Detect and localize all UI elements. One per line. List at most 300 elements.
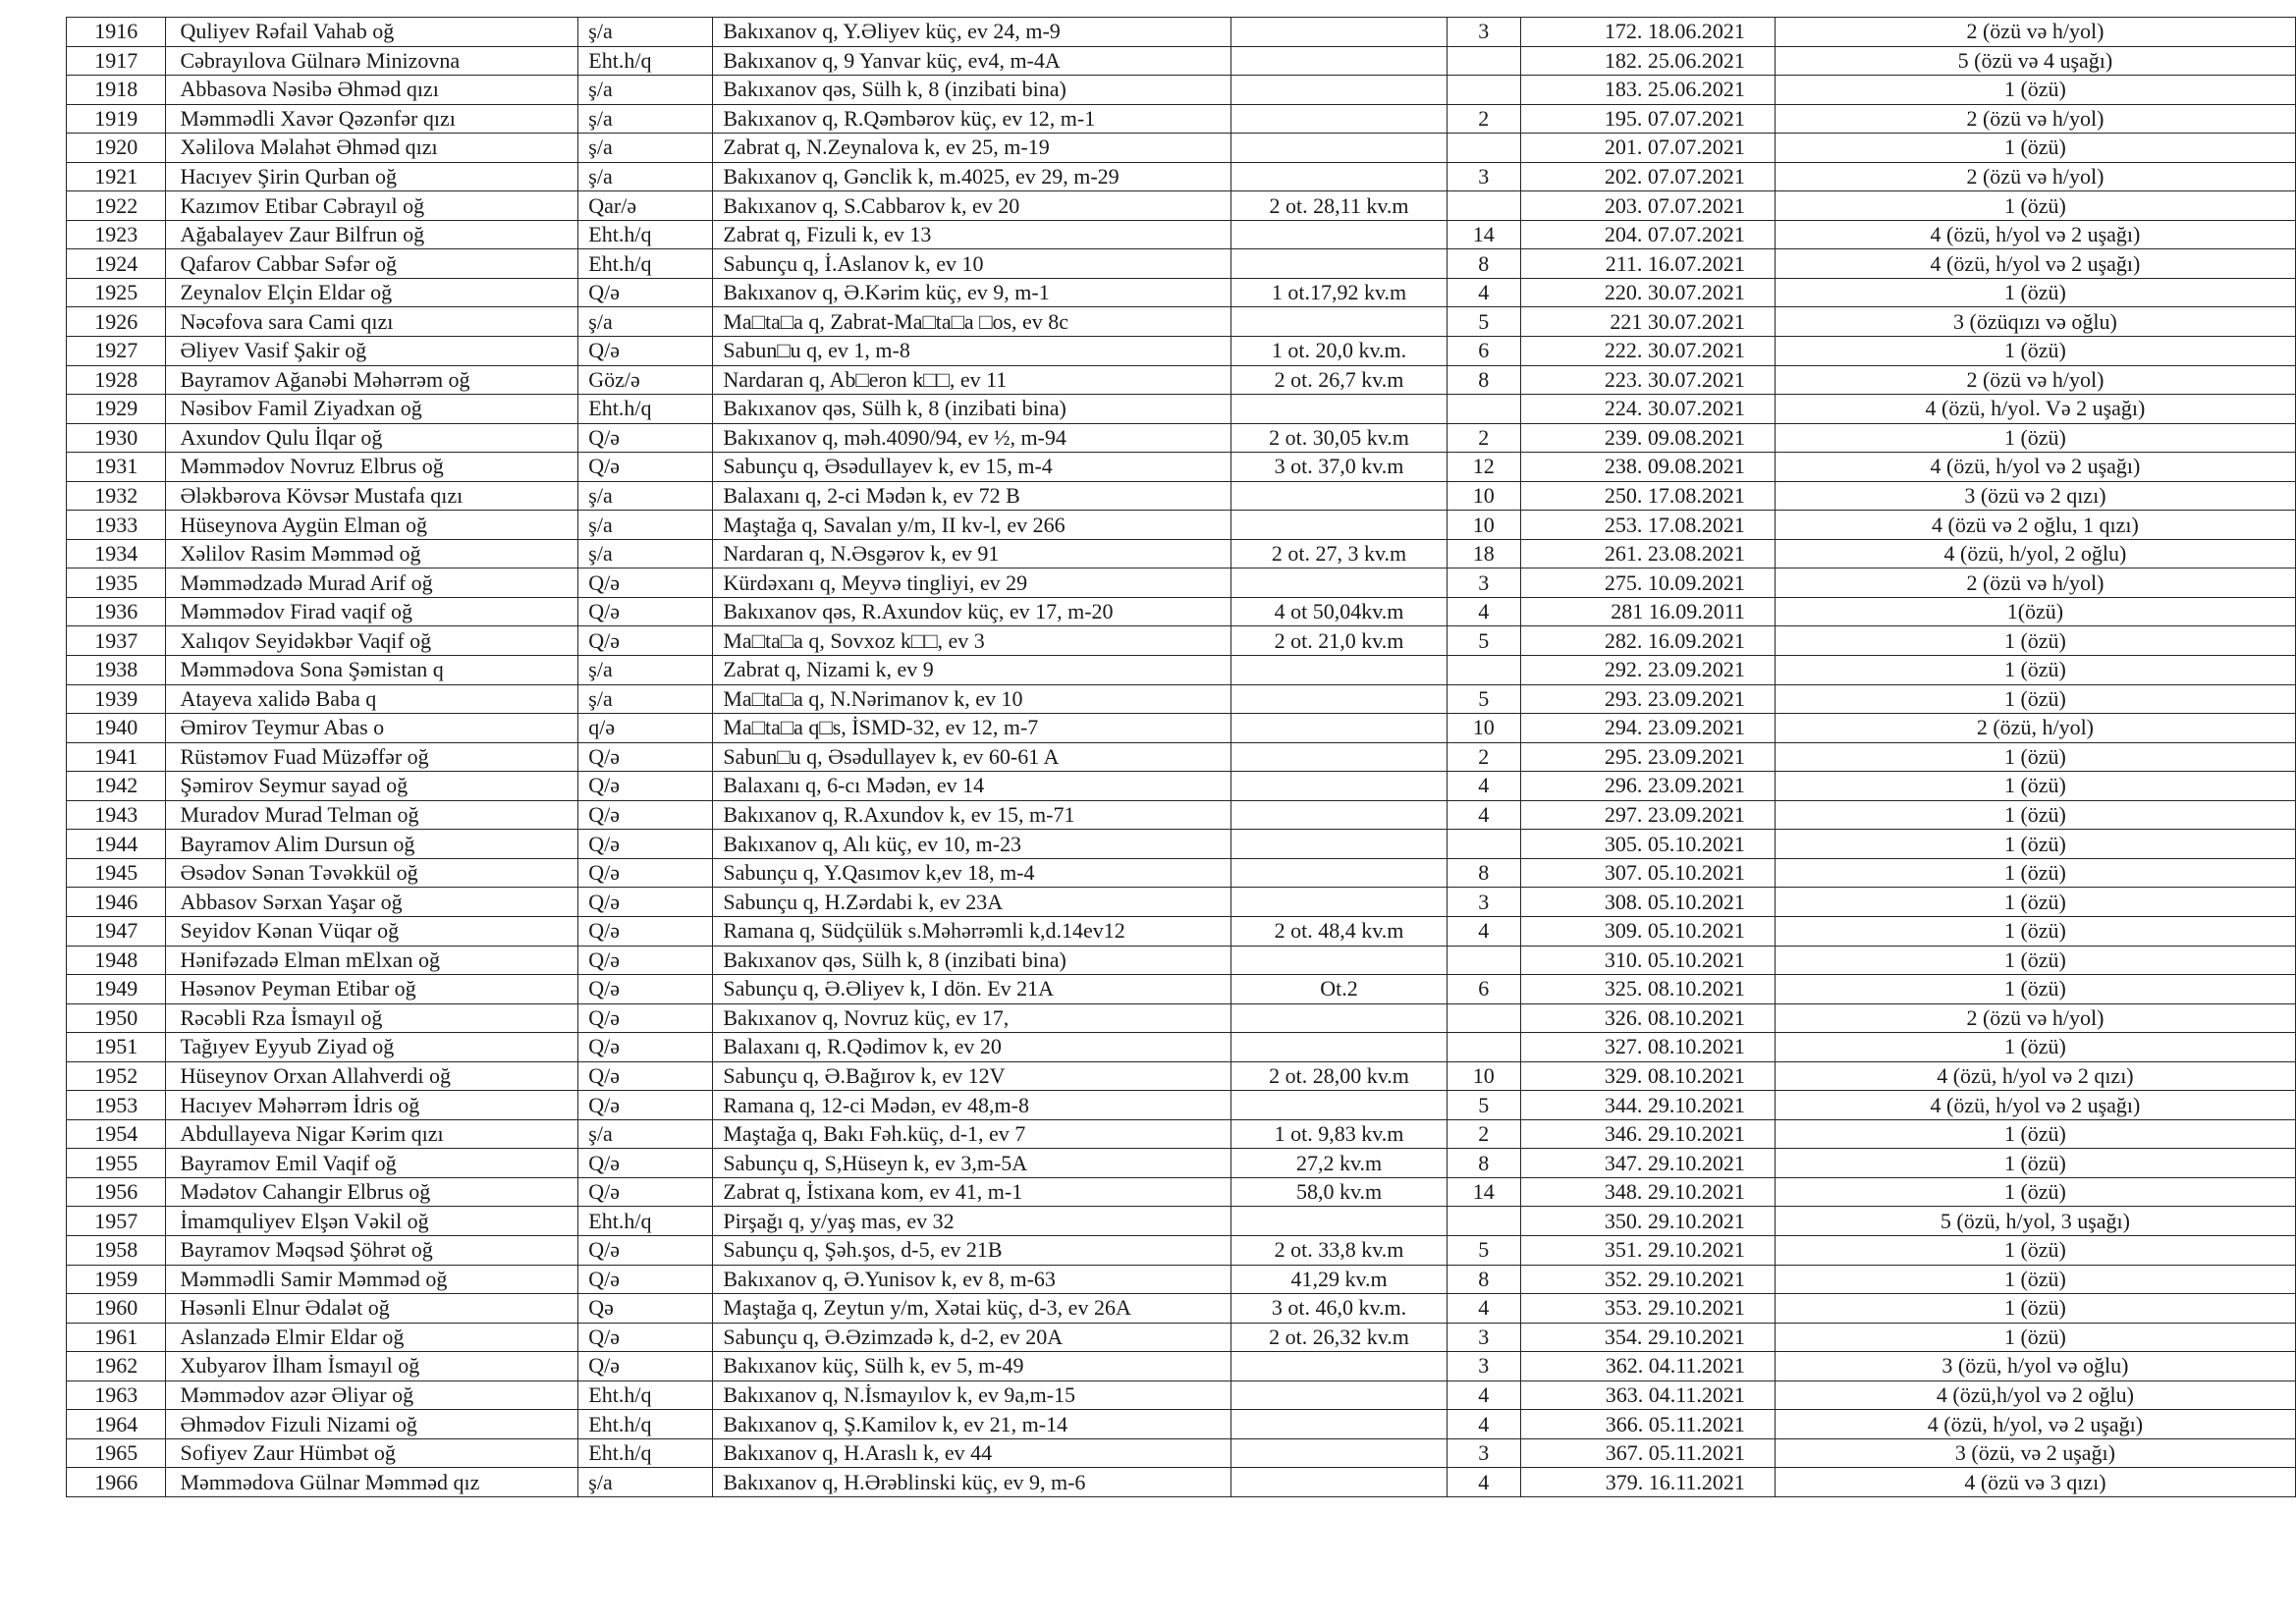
family-composition-cell: 2 (özü, h/yol)	[1775, 714, 2295, 743]
address-cell: Nardaran q, N.Əsgərov k, ev 91	[713, 539, 1231, 568]
document-sheet	[66, 17, 2296, 1497]
status-code-cell: Q/ə	[578, 568, 713, 598]
family-composition-cell: 5 (özü və 4 uşağı)	[1775, 46, 2295, 76]
applicant-name-cell: Nəsibov Famil Ziyadxan oğ	[166, 395, 578, 424]
address-cell: Ramana q, Südçülük s.Məhərrəmli k,d.14ev12	[713, 916, 1231, 946]
status-code-cell: ş/a	[578, 18, 713, 47]
table-row	[67, 337, 2296, 366]
status-code-cell: Q/ə	[578, 1003, 713, 1033]
table-row	[67, 162, 2296, 191]
row-number-cell: 1936	[67, 597, 166, 626]
family-composition-cell: 1 (özü)	[1775, 1177, 2295, 1207]
residence-years-cell: 8	[1447, 1265, 1520, 1294]
applicant-name-cell: İmamquliyev Elşən Vəkil oğ	[166, 1207, 578, 1236]
living-area-cell	[1231, 511, 1448, 540]
row-number-cell: 1930	[67, 423, 166, 453]
address-cell: Bakıxanov küç, Sülh k, ev 5, m-49	[713, 1352, 1231, 1381]
family-composition-cell: 2 (özü və h/yol)	[1775, 365, 2295, 395]
registration-date-cell: 362. 04.11.2021	[1520, 1352, 1775, 1381]
table-row	[67, 1294, 2296, 1324]
status-code-cell: ş/a	[578, 1119, 713, 1149]
table-row	[67, 18, 2296, 47]
residence-years-cell	[1447, 1003, 1520, 1033]
applicant-name-cell: Rəcəbli Rza İsmayıl oğ	[166, 1003, 578, 1033]
address-cell: Bakıxanov q, 9 Yanvar küç, ev4, m-4A	[713, 46, 1231, 76]
status-code-cell: Q/ə	[578, 626, 713, 656]
status-code-cell: ş/a	[578, 1468, 713, 1497]
registration-date-cell: 305. 05.10.2021	[1520, 830, 1775, 859]
address-cell: Maştağa q, Bakı Fəh.küç, d-1, ev 7	[713, 1119, 1231, 1149]
residence-years-cell: 5	[1447, 626, 1520, 656]
registration-date-cell: 379. 16.11.2021	[1520, 1468, 1775, 1497]
table-row	[67, 568, 2296, 598]
living-area-cell: 2 ot. 28,11 kv.m	[1231, 191, 1448, 221]
residence-years-cell: 3	[1447, 18, 1520, 47]
applicant-name-cell: Hüseynov Orxan Allahverdi oğ	[166, 1061, 578, 1091]
table-row	[67, 1149, 2296, 1178]
living-area-cell	[1231, 1033, 1448, 1062]
residence-years-cell: 14	[1447, 1177, 1520, 1207]
registration-date-cell: 348. 29.10.2021	[1520, 1177, 1775, 1207]
table-row	[67, 191, 2296, 221]
row-number-cell: 1963	[67, 1380, 166, 1410]
residence-years-cell: 3	[1447, 1352, 1520, 1381]
table-row	[67, 220, 2296, 249]
living-area-cell	[1231, 220, 1448, 249]
family-composition-cell: 1 (özü)	[1775, 1294, 2295, 1324]
registration-date-cell: 201. 07.07.2021	[1520, 134, 1775, 163]
registration-date-cell: 195. 07.07.2021	[1520, 104, 1775, 134]
table-row	[67, 481, 2296, 511]
row-number-cell: 1931	[67, 453, 166, 482]
status-code-cell: Q/ə	[578, 423, 713, 453]
living-area-cell: 2 ot. 48,4 kv.m	[1231, 916, 1448, 946]
residence-years-cell: 3	[1447, 888, 1520, 917]
family-composition-cell: 1 (özü)	[1775, 800, 2295, 830]
registration-date-cell: 221 30.07.2021	[1520, 307, 1775, 337]
registration-date-cell: 297. 23.09.2021	[1520, 800, 1775, 830]
living-area-cell: 2 ot. 27, 3 kv.m	[1231, 539, 1448, 568]
residence-years-cell: 12	[1447, 453, 1520, 482]
applicant-name-cell: Mədətov Cahangir Elbrus oğ	[166, 1177, 578, 1207]
registration-date-cell: 282. 16.09.2021	[1520, 626, 1775, 656]
address-cell: Sabunçu q, Əsədullayev k, ev 15, m-4	[713, 453, 1231, 482]
address-cell: Bakıxanov q, H.Araslı k, ev 44	[713, 1438, 1231, 1468]
applicant-name-cell: Hənifəzadə Elman mElxan oğ	[166, 946, 578, 975]
residence-years-cell: 18	[1447, 539, 1520, 568]
table-row	[67, 916, 2296, 946]
row-number-cell: 1946	[67, 888, 166, 917]
family-composition-cell: 1 (özü)	[1775, 423, 2295, 453]
table-row	[67, 365, 2296, 395]
row-number-cell: 1934	[67, 539, 166, 568]
applicant-name-cell: Əliyev Vasif Şakir oğ	[166, 337, 578, 366]
status-code-cell: Q/ə	[578, 1149, 713, 1178]
family-composition-cell: 2 (özü və h/yol)	[1775, 1003, 2295, 1033]
table-row	[67, 46, 2296, 76]
address-cell: Balaxanı q, R.Qədimov k, ev 20	[713, 1033, 1231, 1062]
family-composition-cell: 4 (özü və 2 oğlu, 1 qızı)	[1775, 511, 2295, 540]
registration-date-cell: 329. 08.10.2021	[1520, 1061, 1775, 1091]
family-composition-cell: 1 (özü)	[1775, 830, 2295, 859]
status-code-cell: Q/ə	[578, 975, 713, 1004]
applicant-name-cell: Axundov Qulu İlqar oğ	[166, 423, 578, 453]
address-cell: Bakıxanov q, Y.Əliyev küç, ev 24, m-9	[713, 18, 1231, 47]
living-area-cell	[1231, 307, 1448, 337]
registration-date-cell: 326. 08.10.2021	[1520, 1003, 1775, 1033]
row-number-cell: 1950	[67, 1003, 166, 1033]
residence-years-cell: 5	[1447, 1235, 1520, 1265]
address-cell: Bakıxanov q, R.Axundov k, ev 15, m-71	[713, 800, 1231, 830]
table-row	[67, 684, 2296, 714]
applicant-name-cell: Rüstəmov Fuad Müzəffər oğ	[166, 742, 578, 772]
residence-years-cell: 4	[1447, 1410, 1520, 1439]
registration-date-cell: 352. 29.10.2021	[1520, 1265, 1775, 1294]
address-cell: Sabunçu q, İ.Aslanov k, ev 10	[713, 249, 1231, 279]
living-area-cell	[1231, 134, 1448, 163]
applicant-name-cell: Ağabalayev Zaur Bilfrun oğ	[166, 220, 578, 249]
residence-years-cell: 10	[1447, 714, 1520, 743]
residence-years-cell: 2	[1447, 104, 1520, 134]
status-code-cell: Q/ə	[578, 888, 713, 917]
status-code-cell: ş/a	[578, 307, 713, 337]
family-composition-cell: 1 (özü)	[1775, 1265, 2295, 1294]
registration-date-cell: 308. 05.10.2021	[1520, 888, 1775, 917]
status-code-cell: Eht.h/q	[578, 220, 713, 249]
address-cell: Pirşağı q, y/yaş mas, ev 32	[713, 1207, 1231, 1236]
registration-date-cell: 239. 09.08.2021	[1520, 423, 1775, 453]
table-row	[67, 1119, 2296, 1149]
residence-years-cell	[1447, 76, 1520, 105]
applicant-name-cell: Kazımov Etibar Cəbrayıl oğ	[166, 191, 578, 221]
living-area-cell	[1231, 481, 1448, 511]
applicant-name-cell: Həsənli Elnur Ədalət oğ	[166, 1294, 578, 1324]
table-row	[67, 453, 2296, 482]
registration-date-cell: 253. 17.08.2021	[1520, 511, 1775, 540]
residence-years-cell: 6	[1447, 337, 1520, 366]
registration-date-cell: 346. 29.10.2021	[1520, 1119, 1775, 1149]
applicant-name-cell: Muradov Murad Telman oğ	[166, 800, 578, 830]
applicant-name-cell: Hacıyev Məhərrəm İdris oğ	[166, 1091, 578, 1120]
row-number-cell: 1921	[67, 162, 166, 191]
row-number-cell: 1949	[67, 975, 166, 1004]
table-row	[67, 714, 2296, 743]
living-area-cell	[1231, 742, 1448, 772]
row-number-cell: 1918	[67, 76, 166, 105]
status-code-cell: ş/a	[578, 162, 713, 191]
address-cell: Zabrat q, İstixana kom, ev 41, m-1	[713, 1177, 1231, 1207]
registration-date-cell: 220. 30.07.2021	[1520, 278, 1775, 307]
address-cell: Bakıxanov q, Gənclik k, m.4025, ev 29, m-29	[713, 162, 1231, 191]
table-row	[67, 307, 2296, 337]
residence-years-cell: 4	[1447, 1468, 1520, 1497]
family-composition-cell: 3 (özüqızı və oğlu)	[1775, 307, 2295, 337]
applicant-name-cell: Xubyarov İlham İsmayıl oğ	[166, 1352, 578, 1381]
registration-date-cell: 296. 23.09.2021	[1520, 772, 1775, 801]
row-number-cell: 1943	[67, 800, 166, 830]
family-composition-cell: 4 (özü,h/yol və 2 oğlu)	[1775, 1380, 2295, 1410]
status-code-cell: q/ə	[578, 714, 713, 743]
living-area-cell	[1231, 888, 1448, 917]
table-row	[67, 626, 2296, 656]
residence-years-cell: 8	[1447, 1149, 1520, 1178]
status-code-cell: Q/ə	[578, 946, 713, 975]
table-row	[67, 278, 2296, 307]
address-cell: Bakıxanov q, Ə.Kərim küç, ev 9, m-1	[713, 278, 1231, 307]
living-area-cell: 58,0 kv.m	[1231, 1177, 1448, 1207]
living-area-cell	[1231, 684, 1448, 714]
applicant-name-cell: Abbasova Nəsibə Əhməd qızı	[166, 76, 578, 105]
table-row	[67, 1323, 2296, 1352]
address-cell: Bakıxanov q, N.İsmayılov k, ev 9a,m-15	[713, 1380, 1231, 1410]
registration-date-cell: 351. 29.10.2021	[1520, 1235, 1775, 1265]
address-cell: Balaxanı q, 6-cı Mədən, ev 14	[713, 772, 1231, 801]
registration-date-cell: 363. 04.11.2021	[1520, 1380, 1775, 1410]
address-cell: Bakıxanov q, S.Cabbarov k, ev 20	[713, 191, 1231, 221]
address-cell: Sabunçu q, S,Hüseyn k, ev 3,m-5A	[713, 1149, 1231, 1178]
address-cell: Bakıxanov q, Alı küç, ev 10, m-23	[713, 830, 1231, 859]
family-composition-cell: 5 (özü, h/yol, 3 uşağı)	[1775, 1207, 2295, 1236]
table-body	[67, 18, 2296, 1497]
row-number-cell: 1966	[67, 1468, 166, 1497]
family-composition-cell: 1 (özü)	[1775, 278, 2295, 307]
registration-date-cell: 347. 29.10.2021	[1520, 1149, 1775, 1178]
living-area-cell	[1231, 249, 1448, 279]
status-code-cell: Q/ə	[578, 1323, 713, 1352]
row-number-cell: 1964	[67, 1410, 166, 1439]
registration-date-cell: 281 16.09.2011	[1520, 597, 1775, 626]
residence-years-cell: 8	[1447, 365, 1520, 395]
table-row	[67, 76, 2296, 105]
applicant-name-cell: Bayramov Emil Vaqif oğ	[166, 1149, 578, 1178]
address-cell: Bakıxanov q, Novruz küç, ev 17,	[713, 1003, 1231, 1033]
address-cell: Bakıxanov qəs, R.Axundov küç, ev 17, m-20	[713, 597, 1231, 626]
registration-date-cell: 238. 09.08.2021	[1520, 453, 1775, 482]
row-number-cell: 1923	[67, 220, 166, 249]
table-row	[67, 1410, 2296, 1439]
residence-years-cell	[1447, 191, 1520, 221]
applicant-name-cell: Xalıqov Seyidəkbər Vaqif oğ	[166, 626, 578, 656]
family-composition-cell: 1 (özü)	[1775, 134, 2295, 163]
table-row	[67, 1207, 2296, 1236]
applicant-name-cell: Hacıyev Şirin Qurban oğ	[166, 162, 578, 191]
table-row	[67, 511, 2296, 540]
residence-years-cell	[1447, 1207, 1520, 1236]
address-cell: Sabun□u q, ev 1, m-8	[713, 337, 1231, 366]
living-area-cell	[1231, 76, 1448, 105]
address-cell: Bakıxanov q, Ş.Kamilov k, ev 21, m-14	[713, 1410, 1231, 1439]
residence-years-cell: 4	[1447, 916, 1520, 946]
applicant-name-cell: Məmmədova Gülnar Məmməd qız	[166, 1468, 578, 1497]
status-code-cell: Q/ə	[578, 278, 713, 307]
family-composition-cell: 2 (özü və h/yol)	[1775, 568, 2295, 598]
living-area-cell	[1231, 395, 1448, 424]
address-cell: Balaxanı q, 2-ci Mədən k, ev 72 B	[713, 481, 1231, 511]
residence-years-cell: 14	[1447, 220, 1520, 249]
address-cell: Bakıxanov q, H.Ərəblinski küç, ev 9, m-6	[713, 1468, 1231, 1497]
status-code-cell: Eht.h/q	[578, 1207, 713, 1236]
registration-date-cell: 294. 23.09.2021	[1520, 714, 1775, 743]
residence-years-cell	[1447, 395, 1520, 424]
living-area-cell	[1231, 1091, 1448, 1120]
address-cell: Ma□ta□a q□s, İSMD-32, ev 12, m-7	[713, 714, 1231, 743]
table-row	[67, 395, 2296, 424]
registration-date-cell: 293. 23.09.2021	[1520, 684, 1775, 714]
applicant-name-cell: Məmmədli Xavər Qəzənfər qızı	[166, 104, 578, 134]
status-code-cell: Q/ə	[578, 858, 713, 888]
address-cell: Ramana q, 12-ci Mədən, ev 48,m-8	[713, 1091, 1231, 1120]
living-area-cell	[1231, 1410, 1448, 1439]
status-code-cell: Göz/ə	[578, 365, 713, 395]
row-number-cell: 1958	[67, 1235, 166, 1265]
applicant-name-cell: Əsədov Sənan Təvəkkül oğ	[166, 858, 578, 888]
registration-date-cell: 325. 08.10.2021	[1520, 975, 1775, 1004]
family-composition-cell: 1 (özü)	[1775, 684, 2295, 714]
residence-years-cell: 4	[1447, 1294, 1520, 1324]
living-area-cell: 2 ot. 28,00 kv.m	[1231, 1061, 1448, 1091]
status-code-cell: ş/a	[578, 539, 713, 568]
table-row	[67, 1091, 2296, 1120]
row-number-cell: 1965	[67, 1438, 166, 1468]
living-area-cell: 2 ot. 21,0 kv.m	[1231, 626, 1448, 656]
family-composition-cell: 1 (özü)	[1775, 76, 2295, 105]
status-code-cell: Q/ə	[578, 1033, 713, 1062]
address-cell: Nardaran q, Ab□eron k□□, ev 11	[713, 365, 1231, 395]
residence-years-cell: 4	[1447, 772, 1520, 801]
living-area-cell	[1231, 800, 1448, 830]
status-code-cell: Q/ə	[578, 337, 713, 366]
living-area-cell	[1231, 858, 1448, 888]
address-cell: Sabunçu q, H.Zərdabi k, ev 23A	[713, 888, 1231, 917]
applicant-name-cell: Tağıyev Eyyub Ziyad oğ	[166, 1033, 578, 1062]
status-code-cell: Q/ə	[578, 1352, 713, 1381]
living-area-cell	[1231, 1380, 1448, 1410]
address-cell: Bakıxanov q, R.Qəmbərov küç, ev 12, m-1	[713, 104, 1231, 134]
family-composition-cell: 2 (özü və h/yol)	[1775, 104, 2295, 134]
address-cell: Bakıxanov qəs, Sülh k, 8 (inzibati bina)	[713, 395, 1231, 424]
address-cell: Zabrat q, N.Zeynalova k, ev 25, m-19	[713, 134, 1231, 163]
living-area-cell	[1231, 1438, 1448, 1468]
registration-date-cell: 367. 05.11.2021	[1520, 1438, 1775, 1468]
living-area-cell: 2 ot. 33,8 kv.m	[1231, 1235, 1448, 1265]
address-cell: Ma□ta□a q, Zabrat-Ma□ta□a □os, ev 8c	[713, 307, 1231, 337]
address-cell: Kürdəxanı q, Meyvə tingliyi, ev 29	[713, 568, 1231, 598]
residence-years-cell	[1447, 830, 1520, 859]
status-code-cell: ş/a	[578, 684, 713, 714]
applicant-name-cell: Nəcəfova sara Cami qızı	[166, 307, 578, 337]
status-code-cell: ş/a	[578, 76, 713, 105]
residence-years-cell	[1447, 946, 1520, 975]
address-cell: Sabunçu q, Ə.Əliyev k, I dön. Ev 21A	[713, 975, 1231, 1004]
residence-years-cell: 6	[1447, 975, 1520, 1004]
registration-date-cell: 307. 05.10.2021	[1520, 858, 1775, 888]
registration-date-cell: 344. 29.10.2021	[1520, 1091, 1775, 1120]
address-cell: Maştağa q, Zeytun y/m, Xətai küç, d-3, ev 26A	[713, 1294, 1231, 1324]
status-code-cell: Q/ə	[578, 772, 713, 801]
table-row	[67, 423, 2296, 453]
family-composition-cell: 1 (özü)	[1775, 1149, 2295, 1178]
status-code-cell: Qə	[578, 1294, 713, 1324]
row-number-cell: 1940	[67, 714, 166, 743]
family-composition-cell: 1(özü)	[1775, 597, 2295, 626]
registration-date-cell: 183. 25.06.2021	[1520, 76, 1775, 105]
row-number-cell: 1922	[67, 191, 166, 221]
registration-date-cell: 172. 18.06.2021	[1520, 18, 1775, 47]
family-composition-cell: 4 (özü, h/yol və 2 uşağı)	[1775, 249, 2295, 279]
family-composition-cell: 1 (özü)	[1775, 772, 2295, 801]
address-cell: Bakıxanov qəs, Sülh k, 8 (inzibati bina)	[713, 76, 1231, 105]
registration-date-cell: 222. 30.07.2021	[1520, 337, 1775, 366]
status-code-cell: Q/ə	[578, 597, 713, 626]
family-composition-cell: 1 (özü)	[1775, 975, 2295, 1004]
table-row	[67, 1061, 2296, 1091]
row-number-cell: 1956	[67, 1177, 166, 1207]
registration-date-cell: 250. 17.08.2021	[1520, 481, 1775, 511]
row-number-cell: 1948	[67, 946, 166, 975]
status-code-cell: Eht.h/q	[578, 1380, 713, 1410]
address-cell: Sabunçu q, Ə.Əzimzadə k, d-2, ev 20A	[713, 1323, 1231, 1352]
living-area-cell: 3 ot. 46,0 kv.m.	[1231, 1294, 1448, 1324]
row-number-cell: 1962	[67, 1352, 166, 1381]
table-row	[67, 134, 2296, 163]
applicant-name-cell: Ələkbərova Kövsər Mustafa qızı	[166, 481, 578, 511]
address-cell: Bakıxanov qəs, Sülh k, 8 (inzibati bina)	[713, 946, 1231, 975]
row-number-cell: 1947	[67, 916, 166, 946]
applicant-name-cell: Şəmirov Seymur sayad oğ	[166, 772, 578, 801]
table-row	[67, 800, 2296, 830]
family-composition-cell: 4 (özü, h/yol və 2 uşağı)	[1775, 453, 2295, 482]
applicant-name-cell: Abdullayeva Nigar Kərim qızı	[166, 1119, 578, 1149]
living-area-cell	[1231, 946, 1448, 975]
table-row	[67, 1265, 2296, 1294]
table-row	[67, 1177, 2296, 1207]
address-cell: Bakıxanov q, Ə.Yunisov k, ev 8, m-63	[713, 1265, 1231, 1294]
family-composition-cell: 1 (özü)	[1775, 916, 2295, 946]
living-area-cell	[1231, 1003, 1448, 1033]
status-code-cell: ş/a	[578, 481, 713, 511]
table-row	[67, 1468, 2296, 1497]
row-number-cell: 1952	[67, 1061, 166, 1091]
address-cell: Ma□ta□a q, N.Nərimanov k, ev 10	[713, 684, 1231, 714]
table-row	[67, 1352, 2296, 1381]
row-number-cell: 1924	[67, 249, 166, 279]
applicant-name-cell: Məmmədov Firad vaqif oğ	[166, 597, 578, 626]
row-number-cell: 1927	[67, 337, 166, 366]
living-area-cell: 1 ot. 9,83 kv.m	[1231, 1119, 1448, 1149]
table-row	[67, 742, 2296, 772]
residence-years-cell: 3	[1447, 1438, 1520, 1468]
residence-years-cell: 2	[1447, 742, 1520, 772]
row-number-cell: 1959	[67, 1265, 166, 1294]
family-composition-cell: 4 (özü, h/yol və 2 qızı)	[1775, 1061, 2295, 1091]
residence-years-cell: 5	[1447, 307, 1520, 337]
registration-date-cell: 223. 30.07.2021	[1520, 365, 1775, 395]
status-code-cell: ş/a	[578, 134, 713, 163]
family-composition-cell: 1 (özü)	[1775, 1323, 2295, 1352]
status-code-cell: Q/ə	[578, 916, 713, 946]
applicant-name-cell: Məmmədzadə Murad Arif oğ	[166, 568, 578, 598]
residence-years-cell	[1447, 46, 1520, 76]
address-cell: Sabun□u q, Əsədullayev k, ev 60-61 A	[713, 742, 1231, 772]
family-composition-cell: 1 (özü)	[1775, 1033, 2295, 1062]
living-area-cell	[1231, 104, 1448, 134]
status-code-cell: ş/a	[578, 104, 713, 134]
status-code-cell: Eht.h/q	[578, 1410, 713, 1439]
living-area-cell	[1231, 568, 1448, 598]
row-number-cell: 1941	[67, 742, 166, 772]
residence-years-cell: 4	[1447, 1380, 1520, 1410]
applicant-name-cell: Aslanzadə Elmir Eldar oğ	[166, 1323, 578, 1352]
